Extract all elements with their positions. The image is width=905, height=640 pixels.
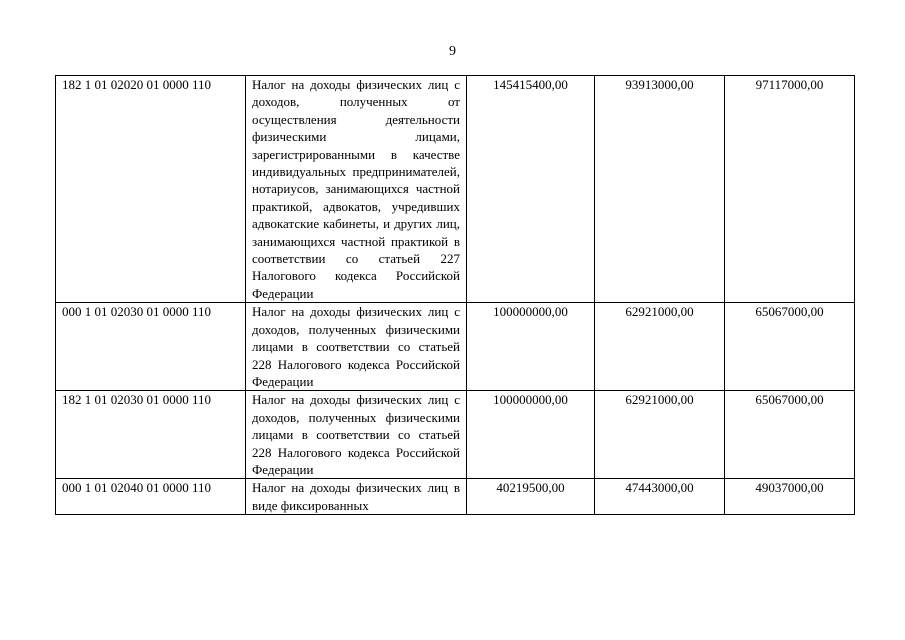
income-description: Налог на доходы физических лиц с доходов, полученных физическими лицами в соответствии со статьей 228 Налогового кодекса Российской Федерации bbox=[246, 303, 467, 391]
amount-year-1: 145415400,00 bbox=[467, 76, 595, 303]
amount-year-2: 62921000,00 bbox=[595, 303, 725, 391]
budget-code: 000 1 01 02030 01 0000 110 bbox=[56, 303, 246, 391]
income-description: Налог на доходы физических лиц с доходов, полученных физическими лицами в соответствии со статьей 228 Налогового кодекса Российской Федерации bbox=[246, 391, 467, 479]
amount-year-1: 100000000,00 bbox=[467, 391, 595, 479]
table-row bbox=[56, 479, 855, 515]
amount-year-2: 47443000,00 bbox=[595, 479, 725, 515]
amount-year-1: 100000000,00 bbox=[467, 303, 595, 391]
income-description: Налог на доходы физических лиц с доходов, полученных от осуществления деятельности физическими лицами, зарегистрированными в качестве индивидуальных предпринимателей, нотариусов, занимающихся частной практикой, адвокатов, учредивших адвокатские кабинеты, и других лиц, занимающихся частной практикой в соответствии со статьей 227 Налогового кодекса Российской Федерации bbox=[246, 76, 467, 303]
amount-year-3: 65067000,00 bbox=[725, 391, 855, 479]
budget-code: 000 1 01 02040 01 0000 110 bbox=[56, 479, 246, 515]
amount-year-3: 49037000,00 bbox=[725, 479, 855, 515]
table-row bbox=[56, 76, 855, 303]
amount-year-2: 62921000,00 bbox=[595, 391, 725, 479]
budget-code: 182 1 01 02030 01 0000 110 bbox=[56, 391, 246, 479]
amount-year-3: 97117000,00 bbox=[725, 76, 855, 303]
income-description: Налог на доходы физических лиц в виде фиксированных bbox=[246, 479, 467, 515]
page-number: 9 bbox=[449, 44, 456, 59]
table-row bbox=[56, 303, 855, 391]
table-row bbox=[56, 391, 855, 479]
budget-code: 182 1 01 02020 01 0000 110 bbox=[56, 76, 246, 303]
amount-year-3: 65067000,00 bbox=[725, 303, 855, 391]
revenue-table bbox=[55, 75, 855, 515]
amount-year-2: 93913000,00 bbox=[595, 76, 725, 303]
amount-year-1: 40219500,00 bbox=[467, 479, 595, 515]
